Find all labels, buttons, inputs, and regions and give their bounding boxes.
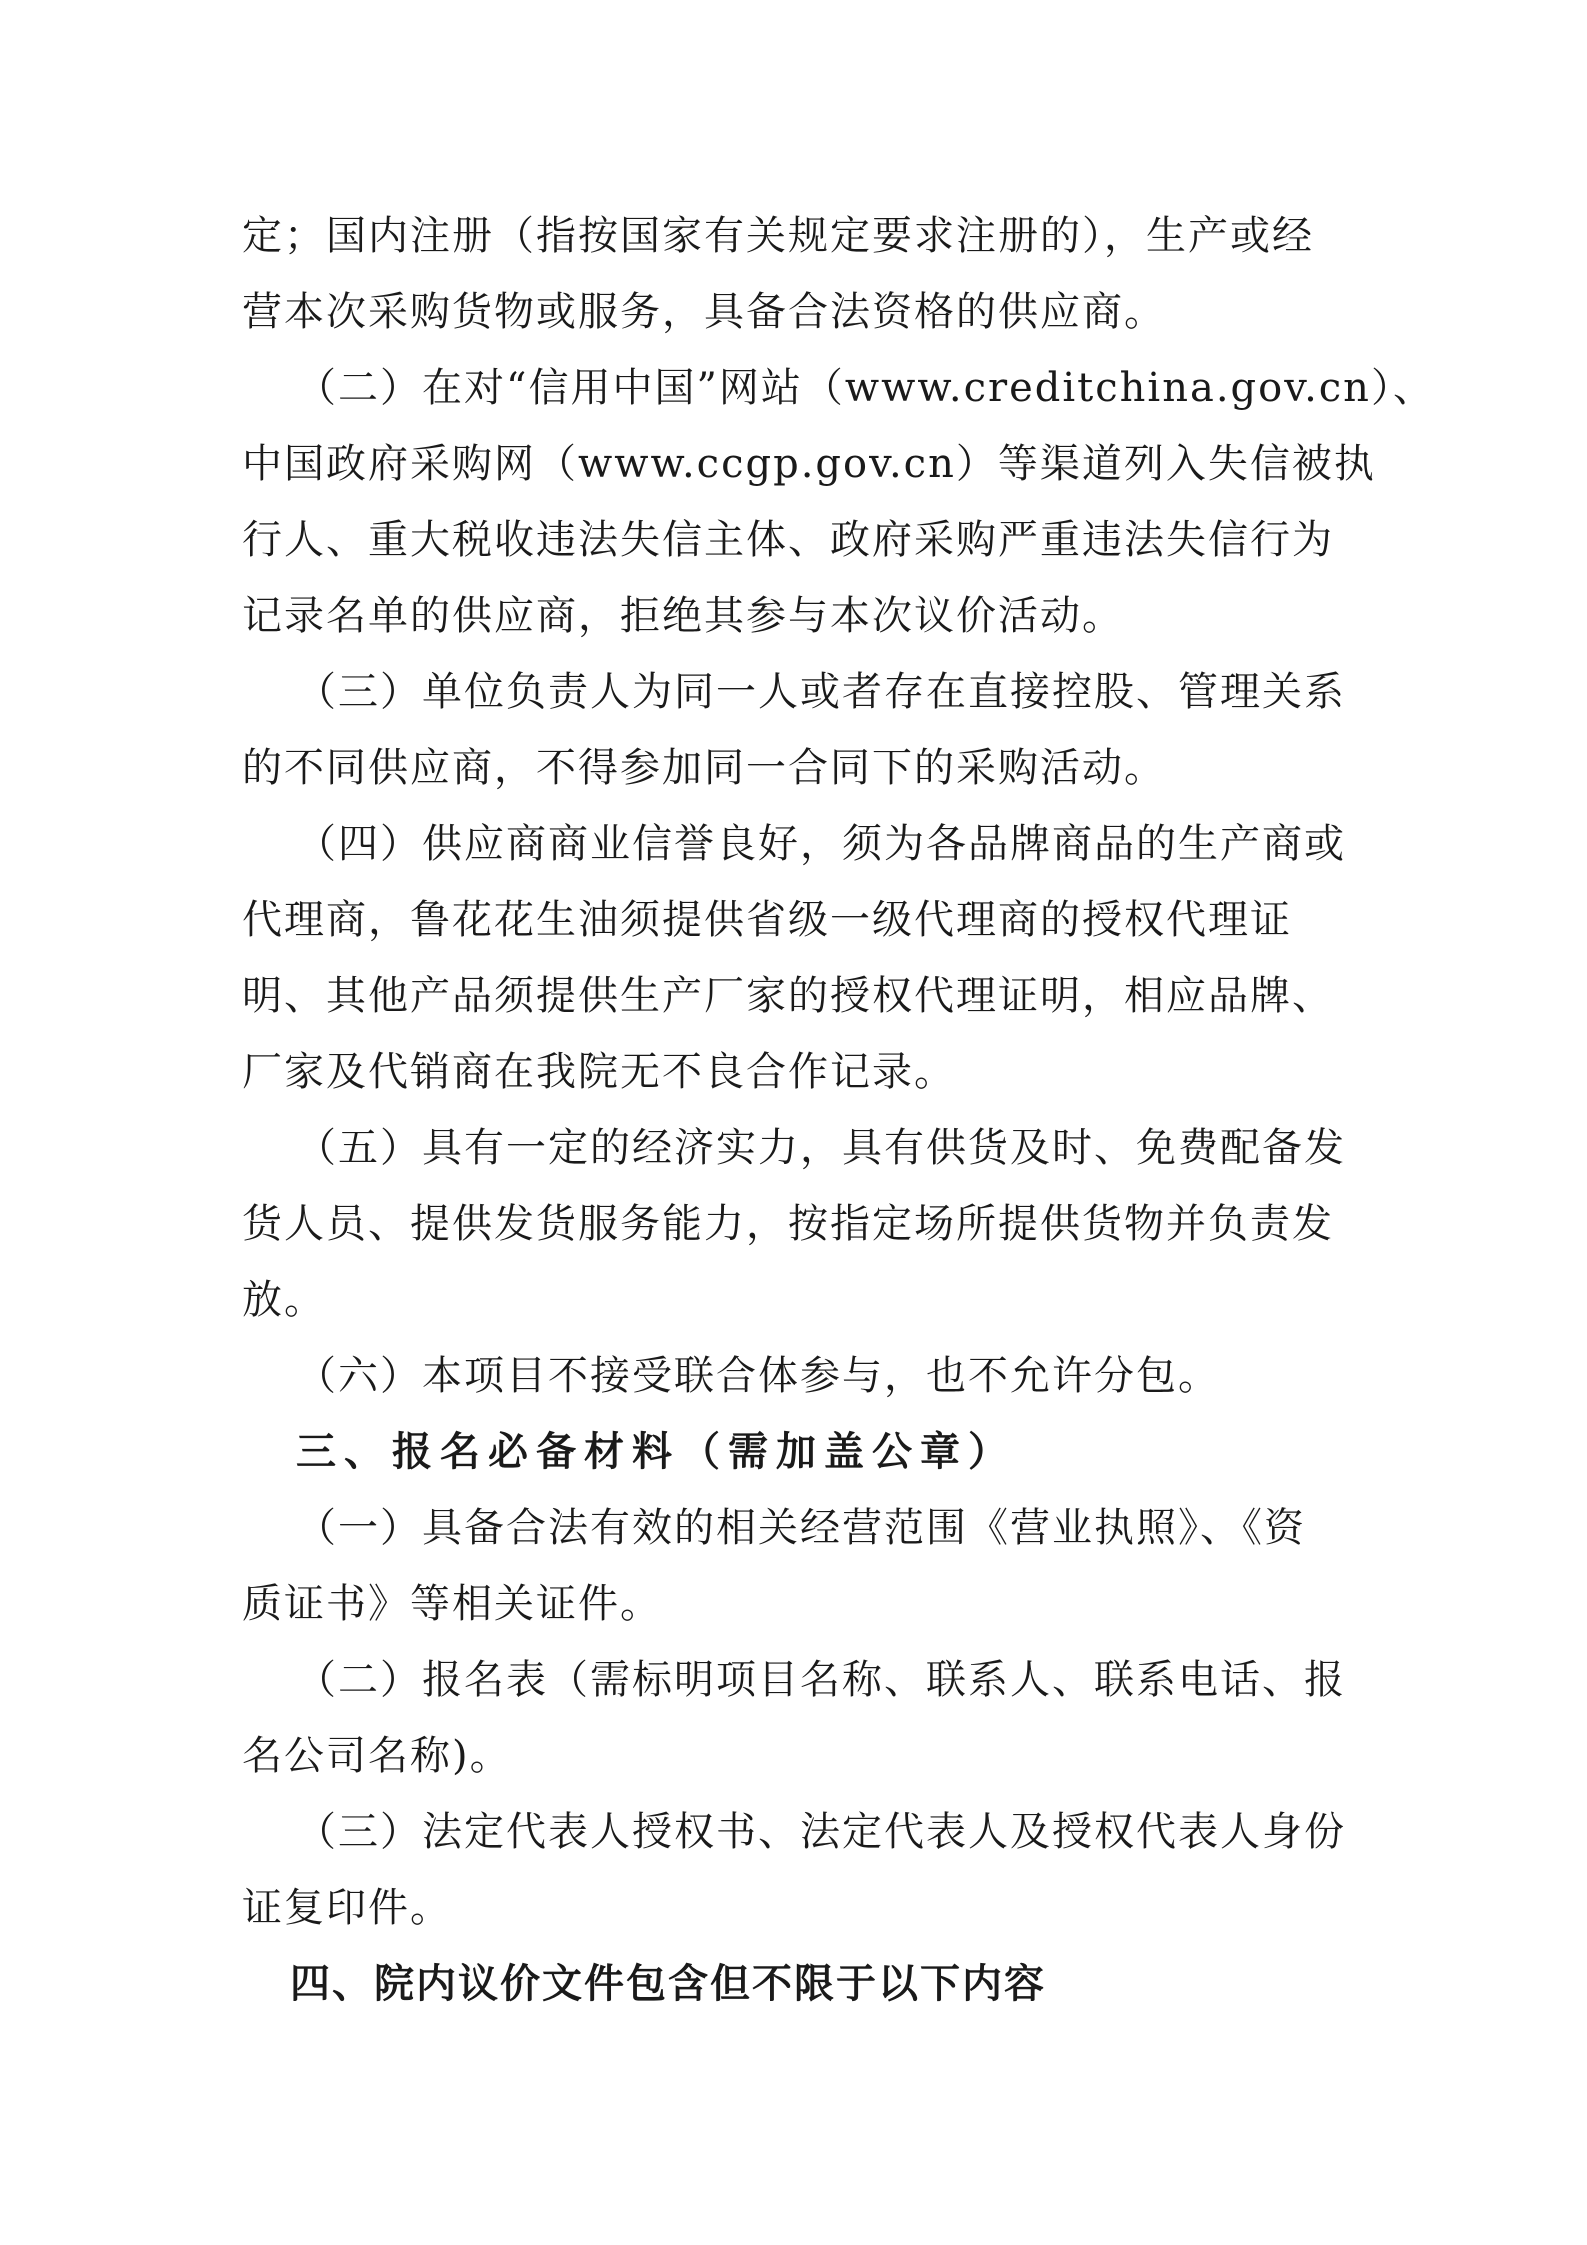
paragraph-line: 代理商，鲁花花生油须提供省级一级代理商的授权代理证 [242,897,1292,943]
paragraph-line: 定；国内注册（指按国家有关规定要求注册的），生产或经 [242,213,1314,259]
paragraph-line: 证复印件。 [242,1885,452,1931]
clause-6-line: （六）本项目不接受联合体参与，也不允许分包。 [296,1353,1220,1399]
paragraph-line: 明、其他产品须提供生产厂家的授权代理证明，相应品牌、 [242,973,1334,1019]
paragraph-line: 货人员、提供发货服务能力，按指定场所提供货物并负责发 [242,1201,1334,1247]
paragraph-line: 行人、重大税收违法失信主体、政府采购严重违法失信行为 [242,517,1334,563]
paragraph-line: 放。 [242,1277,326,1323]
paragraph-line: 营本次采购货物或服务，具备合法资格的供应商。 [242,289,1166,335]
clause-2-line: （二）在对“信用中国”网站（www.creditchina.gov.cn）、 [296,365,1435,411]
material-3-line: （三）法定代表人授权书、法定代表人及授权代表人身份 [296,1809,1346,1855]
paragraph-line: 名公司名称)。 [242,1733,512,1779]
material-1-line: （一）具备合法有效的相关经营范围《营业执照》、《资 [296,1505,1306,1551]
section-heading-4: 四、院内议价文件包含但不限于以下内容 [290,1960,1046,2007]
clause-5-line: （五）具有一定的经济实力，具有供货及时、免费配备发 [296,1125,1346,1171]
paragraph-line: 质证书》等相关证件。 [242,1581,662,1627]
material-2-line: （二）报名表（需标明项目名称、联系人、联系电话、报 [296,1657,1346,1703]
paragraph-line: 中国政府采购网（www.ccgp.gov.cn）等渠道列入失信被执 [242,441,1376,487]
section-heading-3: 三、报名必备材料（需加盖公章） [296,1428,1016,1475]
paragraph-line: 的不同供应商，不得参加同一合同下的采购活动。 [242,745,1166,791]
paragraph-line: 记录名单的供应商，拒绝其参与本次议价活动。 [242,593,1124,639]
paragraph-line: 厂家及代销商在我院无不良合作记录。 [242,1049,956,1095]
clause-4-line: （四）供应商商业信誉良好，须为各品牌商品的生产商或 [296,821,1346,867]
clause-3-line: （三）单位负责人为同一人或者存在直接控股、管理关系 [296,669,1346,715]
